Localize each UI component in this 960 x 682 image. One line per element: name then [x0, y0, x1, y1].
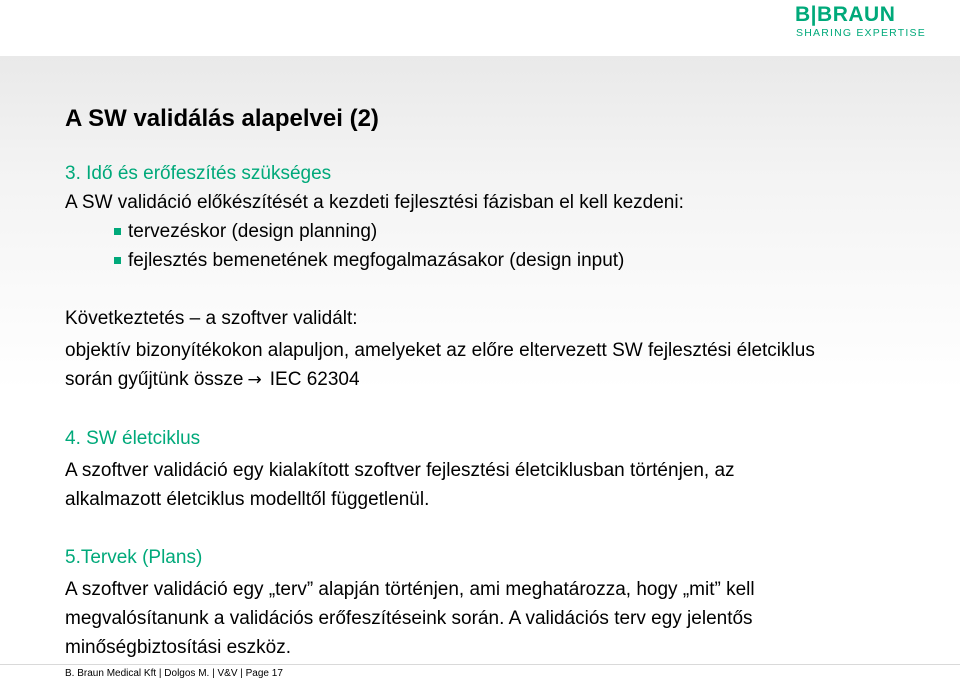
spacer: [65, 514, 935, 543]
bullet-text: tervezéskor (design planning): [128, 221, 378, 242]
slide-content: [65, 159, 935, 662]
logo-brand: B|BRAUN: [795, 3, 896, 26]
bbraun-logo: [795, 4, 935, 44]
bullet-item: [65, 246, 935, 275]
section-5-heading: 5.Tervek (Plans): [65, 547, 203, 568]
section-3-intro: A SW validáció előkészítését a kezdeti fejlesztési fázisban el kell kezdeni:: [65, 192, 684, 213]
section-5-line-2: megvalósítanunk a validációs erőfeszítéseink során. A validációs terv egy jelentős: [65, 608, 753, 629]
footer-bar: [0, 664, 960, 682]
bullet-item: [65, 217, 935, 246]
standard-reference: IEC 62304: [269, 369, 360, 390]
right-arrow-icon: →: [247, 370, 262, 390]
section-4-line-1: A szoftver validáció egy kialakított szoftver fejlesztési életciklusban történjen, az: [65, 460, 735, 481]
conclusion-line-2-text: során gyűjtünk össze: [65, 369, 244, 390]
conclusion-line-2: [65, 365, 935, 395]
conclusion-line-1: objektív bizonyítékokon alapuljon, amelyeket az előre eltervezett SW fejlesztési életciklus: [65, 340, 815, 361]
bullet-text: fejlesztés bemenetének megfogalmazásakor (design input): [128, 250, 625, 271]
section-5-line-1: A szoftver validáció egy „terv” alapján történjen, ami meghatározza, hogy „mit” kell: [65, 579, 755, 600]
square-bullet-icon: [114, 228, 121, 235]
section-3-heading: 3. Idő és erőfeszítés szükséges: [65, 163, 332, 184]
square-bullet-icon: [114, 257, 121, 264]
section-4-heading: 4. SW életciklus: [65, 428, 201, 449]
slide-title: A SW validálás alapelvei (2): [65, 105, 379, 132]
section-5-line-3: minőségbiztosítási eszköz.: [65, 637, 291, 658]
spacer: [65, 275, 935, 304]
section-4-line-2: alkalmazott életciklus modelltől függetlenül.: [65, 489, 430, 510]
conclusion-label: Következtetés – a szoftver validált:: [65, 308, 358, 329]
footer-text: B. Braun Medical Kft | Dolgos M. | V&V | Page 17: [65, 668, 283, 679]
logo-tagline: SHARING EXPERTISE: [796, 27, 926, 39]
spacer: [65, 395, 935, 424]
